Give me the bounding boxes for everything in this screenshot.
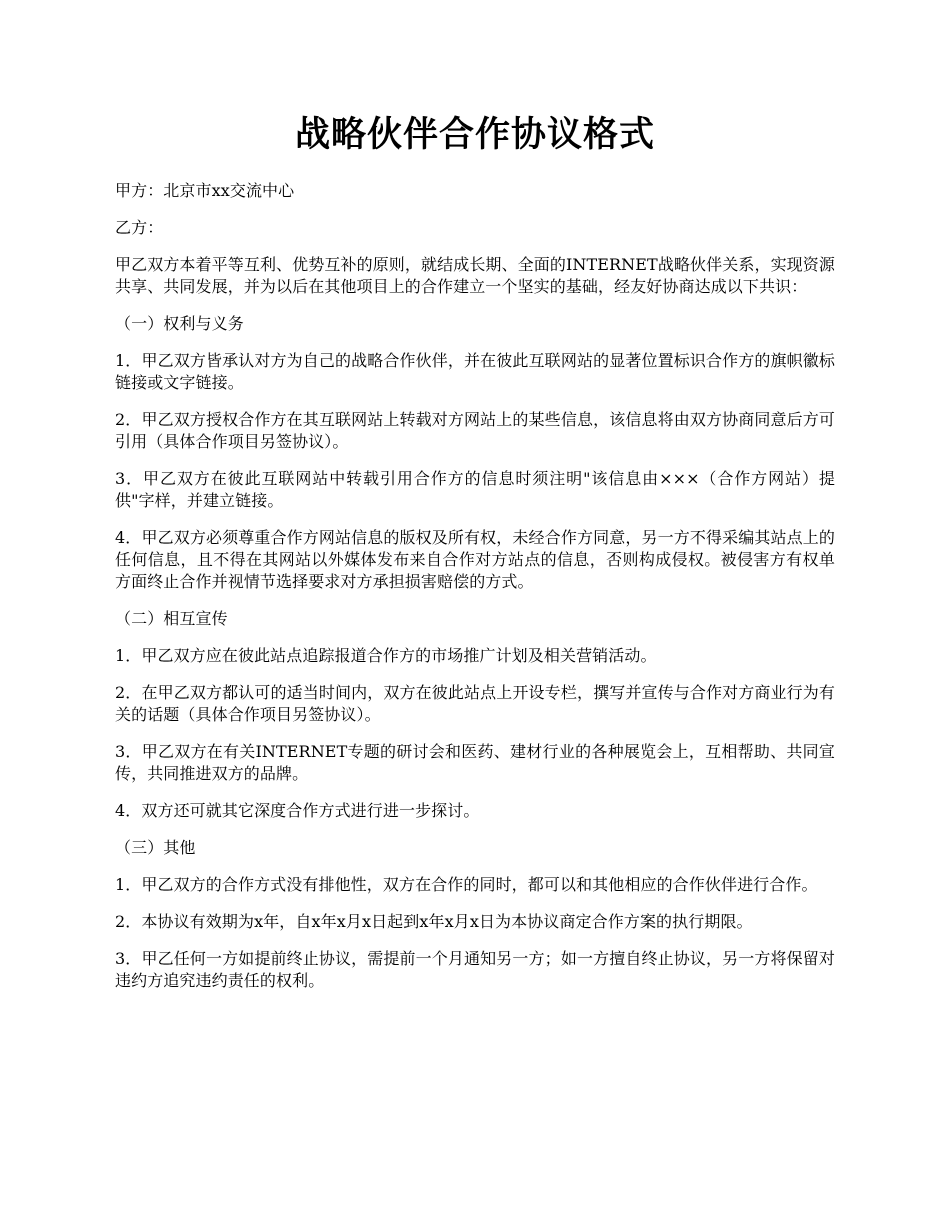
clause-1-3: 3．甲乙双方在彼此互联网站中转载引用合作方的信息时须注明"该信息由×××（合作方网站）提供"字样，并建立链接。 bbox=[115, 469, 835, 510]
clause-2-2: 2．在甲乙双方都认可的适当时间内，双方在彼此站点上开设专栏，撰写并宣传与合作对方商业行为有关的话题（具体合作项目另签协议）。 bbox=[115, 683, 835, 724]
clause-3-3: 3．甲乙任何一方如提前终止协议，需提前一个月通知另一方；如一方擅自终止协议，另一方将保留对违约方追究违约责任的权利。 bbox=[115, 949, 835, 990]
clause-2-4: 4．双方还可就其它深度合作方式进行进一步探讨。 bbox=[115, 801, 480, 820]
clause-2-1: 1．甲乙双方应在彼此站点追踪报道合作方的市场推广计划及相关营销活动。 bbox=[115, 646, 657, 665]
party-a-line: 甲方：北京市xx交流中心 bbox=[115, 181, 295, 200]
party-b-line: 乙方： bbox=[115, 218, 164, 237]
document-body bbox=[115, 180, 835, 1007]
clause-3-2: 2．本协议有效期为x年，自x年x月x日起到x年x月x日为本协议商定合作方案的执行期限。 bbox=[115, 912, 753, 931]
clause-1-2: 2．甲乙双方授权合作方在其互联网站上转载对方网站上的某些信息，该信息将由双方协商同意后方可引用（具体合作项目另签协议）。 bbox=[115, 410, 835, 451]
clause-2-3: 3．甲乙双方在有关INTERNET专题的研讨会和医药、建材行业的各种展览会上，互相帮助、共同宣传，共同推进双方的品牌。 bbox=[115, 742, 835, 783]
preamble-paragraph: 甲乙双方本着平等互利、优势互补的原则，就结成长期、全面的INTERNET战略伙伴关系，实现资源共享、共同发展，并为以后在其他项目上的合作建立一个坚实的基础，经友好协商达成以下共识： bbox=[115, 255, 835, 296]
clause-3-1: 1．甲乙双方的合作方式没有排他性，双方在合作的同时，都可以和其他相应的合作伙伴进行合作。 bbox=[115, 875, 818, 894]
section-heading-rights: （一）权利与义务 bbox=[115, 314, 244, 333]
section-heading-other: （三）其他 bbox=[115, 838, 196, 857]
section-heading-promotion: （二）相互宣传 bbox=[115, 609, 228, 628]
document-title: 战略伙伴合作协议格式 bbox=[294, 114, 655, 155]
clause-1-4: 4．甲乙双方必须尊重合作方网站信息的版权及所有权，未经合作方同意，另一方不得采编其站点上的任何信息，且不得在其网站以外媒体发布来自合作对方站点的信息，否则构成侵权。被侵害方有权单方面终止合作并视情节选择要求对方承担损害赔偿的方式。 bbox=[115, 528, 835, 591]
clause-1-1: 1．甲乙双方皆承认对方为自己的战略合作伙伴，并在彼此互联网站的显著位置标识合作方的旗帜徽标链接或文字链接。 bbox=[115, 351, 835, 392]
